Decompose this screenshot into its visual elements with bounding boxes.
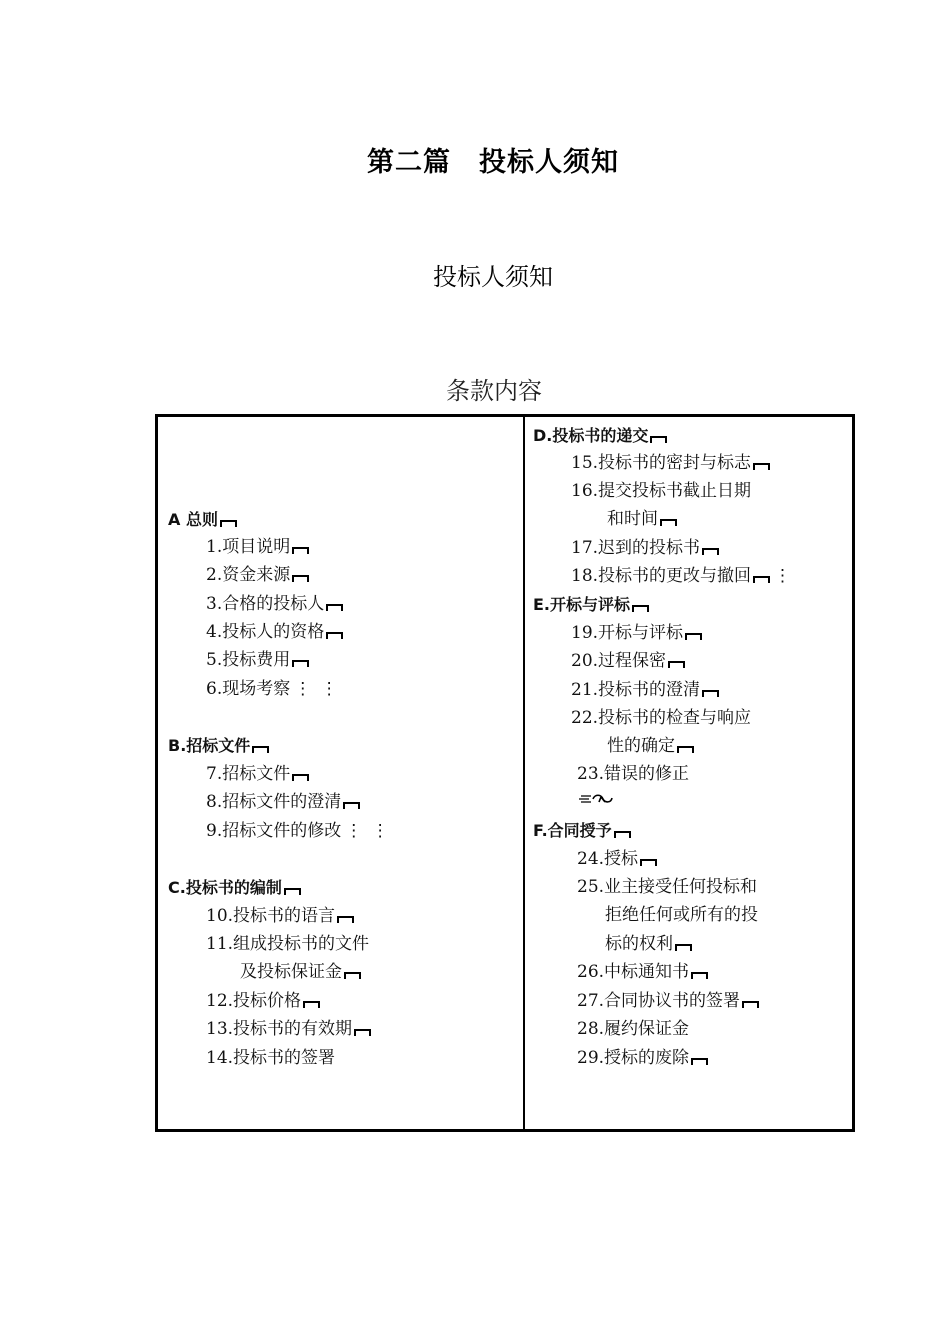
toc-entry-text: 12.投标价格	[206, 991, 302, 1011]
continuation-dots: ⋮ ⋮	[294, 679, 340, 699]
toc-entry-text: 11.组成投标书的文件	[206, 934, 370, 954]
toc-entry-text: 拒绝任何或所有的投	[605, 905, 758, 925]
paragraph-mark-icon	[668, 661, 685, 668]
toc-entry-text: F.合同授予	[533, 821, 612, 840]
paragraph-mark-icon	[702, 548, 719, 555]
continuation-dots: ⋮ ⋮	[345, 821, 391, 841]
toc-entry	[577, 763, 689, 785]
toc-entry-text: 14.投标书的签署	[206, 1048, 336, 1068]
toc-entry-text: B.招标文件	[168, 736, 251, 755]
paragraph-mark-icon	[702, 690, 719, 697]
toc-section-heading	[168, 509, 237, 531]
toc-entry	[577, 961, 708, 983]
toc-entry-text: 28.履约保证金	[577, 1019, 690, 1039]
toc-entry-text: 10.投标书的语言	[206, 906, 336, 926]
toc-entry	[577, 1047, 708, 1069]
toc-entry-text: E.开标与评标	[533, 595, 631, 614]
toc-entry-text: 2.资金来源	[206, 565, 291, 585]
paragraph-mark-icon	[292, 575, 309, 582]
toc-entry	[206, 593, 343, 615]
toc-entry-text: 19.开标与评标	[571, 623, 684, 643]
toc-entry	[605, 904, 758, 926]
paragraph-mark-icon	[753, 463, 770, 470]
toc-entry	[206, 1047, 335, 1069]
toc-entry-text: 24.授标	[577, 849, 639, 869]
toc-entry	[571, 679, 719, 701]
toc-section-heading	[168, 735, 269, 757]
toc-column-divider	[523, 417, 525, 1129]
paragraph-mark-icon	[326, 632, 343, 639]
toc-entry	[571, 650, 685, 672]
paragraph-mark-icon	[326, 604, 343, 611]
toc-entry	[577, 1018, 689, 1040]
toc-entry-text: 3.合格的投标人	[206, 594, 325, 614]
paragraph-mark-icon	[343, 802, 360, 809]
paragraph-mark-icon	[354, 1029, 371, 1036]
paragraph-mark-icon	[252, 746, 269, 753]
toc-entry-text: C.投标书的编制	[168, 878, 282, 897]
sub-title: 投标人须知	[433, 263, 553, 291]
toc-entry	[206, 1018, 371, 1040]
toc-entry	[206, 791, 360, 813]
toc-entry-text: 1.项目说明	[206, 537, 291, 557]
paragraph-mark-icon	[337, 916, 354, 923]
paragraph-mark-icon	[292, 547, 309, 554]
paragraph-mark-icon	[614, 831, 631, 838]
toc-entry-text: 4.投标人的资格	[206, 622, 325, 642]
paragraph-mark-icon	[220, 520, 237, 527]
toc-entry	[571, 707, 751, 729]
paragraph-mark-icon	[632, 605, 649, 612]
toc-table	[155, 414, 855, 1132]
toc-entry-text: 23.错误的修正	[577, 764, 690, 784]
toc-entry-text: 6.现场考察	[206, 679, 291, 699]
toc-entry-text: 16.提交投标书截止日期	[571, 481, 752, 501]
toc-entry	[607, 508, 677, 530]
toc-entry-text: 25.业主接受任何投标和	[577, 877, 758, 897]
paragraph-mark-icon	[753, 576, 770, 583]
paragraph-mark-icon	[685, 633, 702, 640]
paragraph-mark-icon	[284, 888, 301, 895]
toc-entry-text: 29.授标的废除	[577, 1048, 690, 1068]
toc-entry-text: A 总则	[168, 510, 218, 529]
toc-entry-text: 性的确定	[607, 736, 675, 756]
toc-section-heading	[533, 594, 649, 616]
toc-entry-text: 17.迟到的投标书	[571, 538, 701, 558]
paragraph-mark-icon	[650, 436, 667, 443]
toc-entry	[577, 787, 615, 809]
toc-entry	[240, 961, 361, 983]
toc-entry	[206, 820, 391, 842]
toc-section-heading	[533, 425, 667, 447]
toc-entry-text: 和时间	[607, 509, 658, 529]
toc-entry	[206, 763, 309, 785]
toc-entry-text: 18.投标书的更改与撤回	[571, 566, 752, 586]
toc-entry	[206, 933, 369, 955]
toc-entry	[206, 649, 309, 671]
paragraph-mark-icon	[691, 972, 708, 979]
toc-entry	[577, 848, 657, 870]
toc-entry	[206, 905, 354, 927]
toc-entry	[571, 622, 702, 644]
toc-entry	[571, 537, 719, 559]
toc-entry	[206, 621, 343, 643]
toc-entry	[577, 990, 759, 1012]
toc-entry-text: 及投标保证金	[240, 962, 342, 982]
paragraph-mark-icon	[742, 1001, 759, 1008]
toc-entry	[571, 452, 770, 474]
paragraph-mark-icon	[640, 859, 657, 866]
toc-entry-text: 8.招标文件的澄清	[206, 792, 342, 812]
toc-entry	[206, 536, 309, 558]
toc-heading: 条款内容	[446, 377, 542, 405]
toc-entry-text: D.投标书的递交	[533, 426, 649, 445]
toc-entry-text: 5.投标费用	[206, 650, 291, 670]
paragraph-mark-icon	[675, 944, 692, 951]
toc-entry-text: 26.中标通知书	[577, 962, 690, 982]
continuation-dots: ⋮	[774, 566, 794, 586]
paragraph-mark-icon	[292, 660, 309, 667]
paragraph-mark-icon	[691, 1058, 708, 1065]
paragraph-mark-icon	[660, 519, 677, 526]
paragraph-mark-icon	[677, 746, 694, 753]
toc-entry	[206, 564, 309, 586]
toc-entry	[571, 480, 751, 502]
toc-entry	[577, 876, 757, 898]
toc-entry	[605, 933, 692, 955]
toc-entry	[206, 678, 340, 700]
part-title: 第二篇 投标人须知	[367, 147, 619, 178]
toc-section-heading	[533, 820, 631, 842]
toc-entry-text: 15.投标书的密封与标志	[571, 453, 752, 473]
paragraph-mark-icon	[344, 972, 361, 979]
toc-section-heading	[168, 877, 301, 899]
toc-entry-text: 21.投标书的澄清	[571, 680, 701, 700]
paragraph-mark-icon	[303, 1001, 320, 1008]
toc-entry-text: 22.投标书的检查与响应	[571, 708, 752, 728]
toc-entry-text: 27.合同协议书的签署	[577, 991, 741, 1011]
toc-entry-text: 9.招标文件的修改	[206, 821, 342, 841]
scribble-mark-icon	[577, 792, 615, 806]
toc-entry-text: 7.招标文件	[206, 764, 291, 784]
toc-entry	[206, 990, 320, 1012]
toc-entry-text: 13.投标书的有效期	[206, 1019, 353, 1039]
toc-entry-text: 20.过程保密	[571, 651, 667, 671]
toc-entry-text: 标的权利	[605, 934, 673, 954]
toc-entry	[571, 565, 793, 587]
paragraph-mark-icon	[292, 774, 309, 781]
toc-entry	[607, 735, 694, 757]
